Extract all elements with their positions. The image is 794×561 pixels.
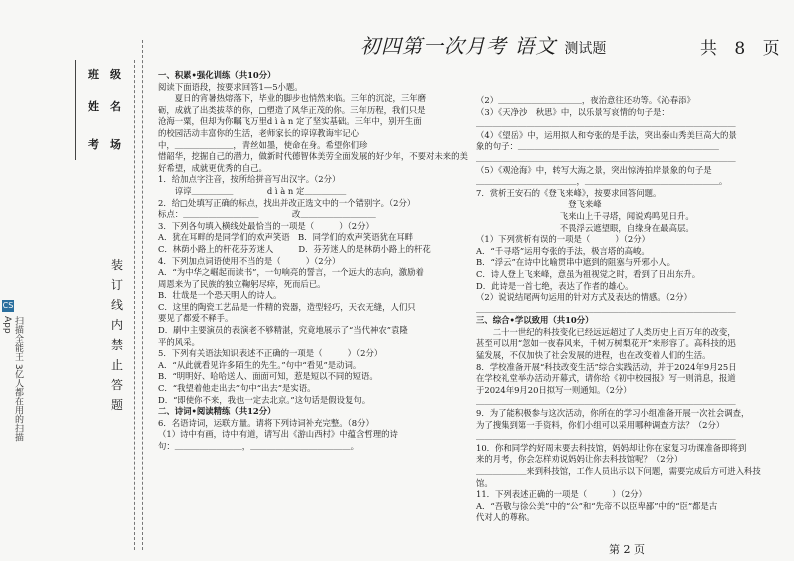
text-line: 好希望，成就更优秀的自己。 [158, 162, 267, 173]
text-line: C．这里的陶瓷工艺品是一件精的瓷器，造型轻巧，天衣无缝，人们只 [158, 301, 416, 312]
text-line: ＿＿＿＿＿＿＿＿＿＿＿＿＿＿＿＿＿＿＿＿＿＿＿＿＿＿＿＿＿＿＿ [476, 396, 736, 407]
text-line: 飞来山上千寻塔，闻说鸡鸣见日升。 [476, 210, 694, 221]
text-line: 象的句子：＿＿＿＿＿＿＿＿＿＿＿＿＿＿＿＿＿＿＿＿＿＿＿＿ [476, 141, 719, 152]
text-line: C．诗人登上飞来峰，意虽为祖视觉之时，看到了日出东升。 [476, 268, 701, 279]
text-line: 代对人的尊称。 [476, 512, 535, 523]
text-line: 为了搜集到第一手资料，你们小组可以采用哪种调查方法？（2分） [476, 419, 725, 430]
text-line: A．“从此就看见许多陌生的先生。”句中“看见”是动词。 [158, 359, 362, 370]
student-info-box [75, 60, 136, 160]
exam-title [360, 30, 606, 59]
text-line: （4）《望岳》中，运用拟人和夸张的是手法，突出泰山秀美巨高大的景 [476, 129, 737, 140]
text-line: A．“千寻塔”运用夸张的手法，极言塔的高峻。 [476, 245, 650, 256]
text-line: 要见了都爱不释手。 [158, 313, 234, 324]
binding-char: 线 [110, 298, 123, 312]
text-line: 3．下列各句填入横线处最恰当的一项是（ ）（2分） [158, 220, 374, 231]
text-line: （2）＿＿＿＿＿＿＿＿＿＿，夜治意往还功等。《沁春添》 [476, 95, 695, 105]
binding-char: 装 [110, 258, 123, 272]
text-line: ＿＿＿＿＿＿来到科技馆，工作人员出示以下问题，需要完成后方可进入科技 [476, 466, 761, 476]
text-line: 4．下列加点词语使用不当的是（ ）（2分） [158, 255, 341, 266]
text-line: 7．赏析王安石的《登飞来峰》，按要求回答问题。 [476, 187, 662, 198]
text-line: A．“吾敬与徐公美”中的“公”和“先帝不以臣卑鄙”中的“臣”都是古 [476, 500, 718, 511]
text-line: 登飞来峰 [476, 199, 602, 210]
text-line: 平的风采。 [158, 336, 200, 347]
binding-line-outer [134, 60, 135, 550]
text-line: （2）说说结尾两句运用的针对方式及表达的情感。（2分） [476, 292, 692, 303]
scanner-text: 扫描全能王 3亿人都在用的扫描App [2, 316, 23, 442]
text-line: 来的月考，你会怎样劝说妈妈让你去科技馆呢？（2分） [476, 454, 683, 465]
text-line: 夏日的宵暑热熔落下，毕业的脚步也悄然来临。三年的沉淀，三年磨 [158, 93, 426, 104]
text-line: 2．给□处填写正确的标点，找出并改正选文中的一个错别字。（2分） [158, 197, 416, 208]
binding-char: 禁 [110, 338, 123, 352]
binding-char: 止 [110, 358, 123, 372]
text-line: 惜韶华，挖掘自己的潜力，做新时代德智体美劳全面发展的好少年，不要对未来的美 [158, 151, 468, 162]
text-line: 阅读下面语段，按要求回答1—5小题。 [158, 81, 303, 92]
left-column [158, 70, 468, 453]
text-line: 5．下列有关语法知识表述不正确的一项是（ ）（2分） [158, 348, 383, 359]
text-line: ＿＿＿＿＿＿＿＿＿＿＿＿，＿＿＿＿＿＿＿＿＿＿＿＿＿＿＿＿。 [476, 176, 728, 187]
text-line: （1）下列赏析有误的一项是（ ）（2分） [476, 234, 650, 245]
binding-notice [110, 255, 124, 415]
text-line: 标点：＿＿＿＿＿＿＿＿＿ 改＿＿＿＿＿＿＿＿＿ [158, 209, 376, 220]
text-line: 句：＿＿＿＿＿＿＿＿，＿＿＿＿＿＿＿＿＿＿＿＿。 [158, 441, 359, 451]
text-line: 的校园活动丰富你的生活，老师家长的谆谆教诲牢记心 [158, 127, 359, 138]
text-line: B．“浮云”在诗中比喻贯串中遮到的阻塞与歼邪小人。 [476, 257, 675, 268]
text-line: 二十一世纪的科技变化已经远远超过了人类历史上百万年的改变， [476, 326, 736, 337]
name-label: 姓 名 [88, 100, 121, 113]
binding-char: 答 [110, 378, 123, 392]
right-column [476, 95, 776, 524]
text-line: D．此诗是一首七绝，表达了作者的雄心。 [476, 280, 634, 291]
text-line: 于2024年9月20日拟写一则通知。（2分） [476, 384, 632, 395]
page-number: 第 2 页 [609, 543, 645, 556]
text-line: B．壮哉是一个恐天明人的诗人。 [158, 290, 282, 301]
text-line: 9．为了能积极参与这次活动，你所在的学习小组准备开展一次社会调查， [476, 408, 750, 419]
text-line: D．“即使你不来，我也一定去北京。”这句话是假设复句。 [158, 394, 371, 405]
text-line: 周恩来为了民族的独立鞠躬尽瘁，死而后已。 [158, 278, 326, 289]
class-label: 班 级 [88, 68, 121, 81]
text-line: B．“明明好、哈哈送人、面面可知，惹是短以不同的短语。 [158, 371, 378, 382]
text-line: 三、综合•学以致用（共10分） [476, 315, 594, 326]
scanner-logo-icon: CS [2, 301, 14, 310]
text-line: 不畏浮云遮望眼，自缘身在最高层。 [476, 222, 694, 233]
text-line: （1）诗中有画，诗中有道，请写出《游山西村》中蕴含哲理的诗 [158, 429, 398, 440]
text-line: 在学校礼堂举办活动开幕式，请你给《初中校园报》写一则消息，报道 [476, 373, 736, 384]
text-line: D．刷中主要演员的表演老不够精湛，究竟地展示了“当代神农”袁隆 [158, 325, 408, 336]
text-line: 甚至可以用“忽如一夜春风来，千树万树梨花开”来形容了。高科技的迅 [476, 338, 736, 349]
text-line: 沧海一粟，但却为你瞩飞万里d ì à n 定了坚实基础。三年中，别开生面 [158, 116, 422, 127]
text-line: A．犹在耳畔的是同学们的欢声笑语 B．同学们的欢声笑语犹在耳畔 [158, 232, 414, 243]
exam-room-label: 考 场 [88, 138, 121, 151]
scanner-watermark [2, 300, 23, 442]
binding-char: 内 [110, 318, 123, 332]
text-line: 8．学校准备开展“科技改变生活”综合实践活动，并于2024年9月25日 [476, 361, 737, 372]
text-line: A．“为中华之崛起而读书”，一句响亮的誓言，一个远大的志向，激励着 [158, 267, 424, 278]
text-line: 馆。 [476, 477, 493, 488]
text-line: ＿＿＿＿＿＿＿＿＿＿＿＿＿＿＿＿＿＿＿＿＿＿＿＿＿＿＿＿＿＿＿ [476, 118, 736, 129]
text-line: 二、诗词•阅读精练（共12分） [158, 406, 276, 417]
text-line: 11．下列表述正确的一项是（ ）（2分） [476, 489, 647, 500]
text-line: 10．你和同学约好周末要去科技馆，妈妈却让你在家复习功课准备即将到 [476, 442, 747, 453]
text-line: ＿＿＿＿＿＿＿＿＿＿＿＿＿＿＿＿＿＿＿＿＿＿＿＿＿＿＿＿＿＿＿ [476, 303, 736, 314]
binding-char: 题 [110, 398, 123, 412]
binding-char: 订 [110, 278, 123, 292]
handwritten-title: 初四第一次月考 语文 [360, 34, 557, 58]
text-line: 1．给加点字注音，按所给拼音写出汉字。（2分） [158, 174, 341, 185]
text-line: 一、积累•强化训练（共10分） [158, 70, 276, 80]
text-line: C．林荫小路上的杆花芬芳迷人 D．芬芳迷人的是林荫小路上的杆花 [158, 243, 431, 254]
text-line: ＿＿＿＿＿＿＿＿＿＿＿＿＿＿＿＿＿＿＿＿＿＿＿＿＿＿＿＿＿＿＿ [476, 431, 736, 442]
text-line: 中，＿＿＿＿＿＿＿，青丝如墨，使命在身。希望你们珍 [158, 139, 368, 150]
text-line: （3）《天净沙 秋思》中，以乐景写哀情的句子是： [476, 106, 670, 117]
total-pages: 共 8 页 [700, 39, 786, 59]
printed-title-suffix: 测试题 [564, 41, 607, 57]
text-line: 6．名语诗词，运联方量。请将下列诗词补充完整。（8分） [158, 417, 374, 428]
text-line: ＿＿＿＿＿＿＿＿＿＿＿＿＿＿＿＿＿＿＿＿＿＿＿＿＿＿＿＿＿＿＿ [476, 152, 736, 163]
text-line: C．“我望着他走出去”句中“出去”是实语。 [158, 383, 316, 394]
text-line: 猛发展，不仅加快了社会发展的进程，也在改变着人们的生活。 [476, 350, 711, 361]
text-line: （5）《观沧海》中，转写大海之景，突出惊涛拍岸景象的句子是 [476, 164, 712, 175]
text-line: 砺，成就了出类拔萃的你，□塑造了风华正茂的你。三年历程，我们只是 [158, 104, 426, 115]
text-line: 谆谆＿＿＿＿＿ d ì à n 定＿＿＿＿＿ [158, 185, 347, 196]
binding-line-inner [142, 40, 143, 550]
